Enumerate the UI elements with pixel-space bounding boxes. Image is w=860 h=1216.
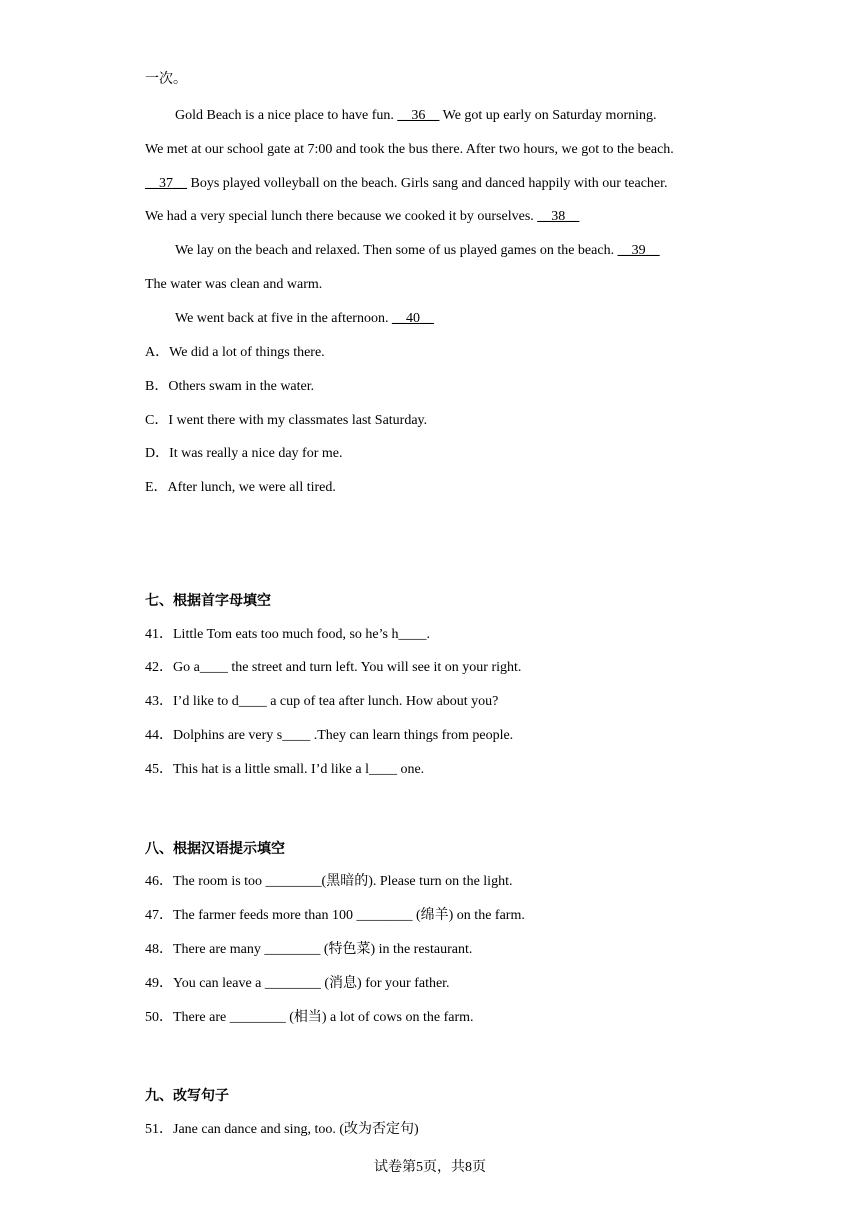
passage-text: We lay on the beach and relaxed. Then some of us played games on the beach. <box>175 243 618 258</box>
question-45: 45．This hat is a little small. I’d like a l____ one. <box>145 762 425 777</box>
question-51: 51．Jane can dance and sing, too. (改为否定句) <box>145 1122 419 1137</box>
passage-line <box>145 174 668 194</box>
question-50: 50．There are ________ (相当) a lot of cows on the farm. <box>145 1010 474 1025</box>
passage-text: We went back at five in the afternoon. <box>175 311 392 326</box>
blank-36: __36__ <box>397 108 440 123</box>
question-49: 49．You can leave a ________ (消息) for your father. <box>145 976 450 991</box>
option-b: B．Others swam in the water. <box>145 379 315 394</box>
question-47: 47．The farmer feeds more than 100 ________ (绵羊) on the farm. <box>145 908 525 923</box>
top-fragment: 一次。 <box>145 72 187 87</box>
section-7-title: 七、根据首字母填空 <box>145 593 271 609</box>
question-41: 41．Little Tom eats too much food, so he’s h____. <box>145 627 430 642</box>
passage-text: Boys played volleyball on the beach. Girls sang and danced happily with our teacher. <box>187 176 668 191</box>
option-d: D．It was really a nice day for me. <box>145 446 343 461</box>
question-42: 42．Go a____ the street and turn left. You will see it on your right. <box>145 660 522 675</box>
option-c: C．I went there with my classmates last Saturday. <box>145 413 428 428</box>
option-e: E．After lunch, we were all tired. <box>145 480 336 495</box>
blank-39: __39__ <box>617 243 660 258</box>
section-9-title: 九、改写句子 <box>145 1088 229 1104</box>
question-46: 46．The room is too ________(黑暗的). Please turn on the light. <box>145 874 513 889</box>
passage-text: We had a very special lunch there because we cooked it by ourselves. <box>145 209 538 224</box>
question-48: 48．There are many ________ (特色菜) in the restaurant. <box>145 942 473 957</box>
option-a: A．We did a lot of things there. <box>145 345 325 360</box>
passage-line <box>175 106 657 126</box>
section-8-title: 八、根据汉语提示填空 <box>145 841 285 857</box>
page-footer: 试卷第5页，共8页 <box>374 1160 486 1175</box>
passage-line <box>145 207 579 227</box>
passage-text: Gold Beach is a nice place to have fun. <box>175 108 398 123</box>
question-43: 43．I’d like to d____ a cup of tea after lunch. How about you? <box>145 694 499 709</box>
passage-line <box>175 241 660 261</box>
blank-40: __40__ <box>391 311 434 326</box>
passage-text: We got up early on Saturday morning. <box>439 108 657 123</box>
passage-line: The water was clean and warm. <box>145 277 323 292</box>
blank-38: __38__ <box>537 209 580 224</box>
blank-37: __37__ <box>145 176 187 191</box>
passage-line: We met at our school gate at 7:00 and took the bus there. After two hours, we got to the beach. <box>145 142 674 157</box>
question-44: 44．Dolphins are very s____ .They can learn things from people. <box>145 728 514 743</box>
passage-line <box>175 309 434 329</box>
